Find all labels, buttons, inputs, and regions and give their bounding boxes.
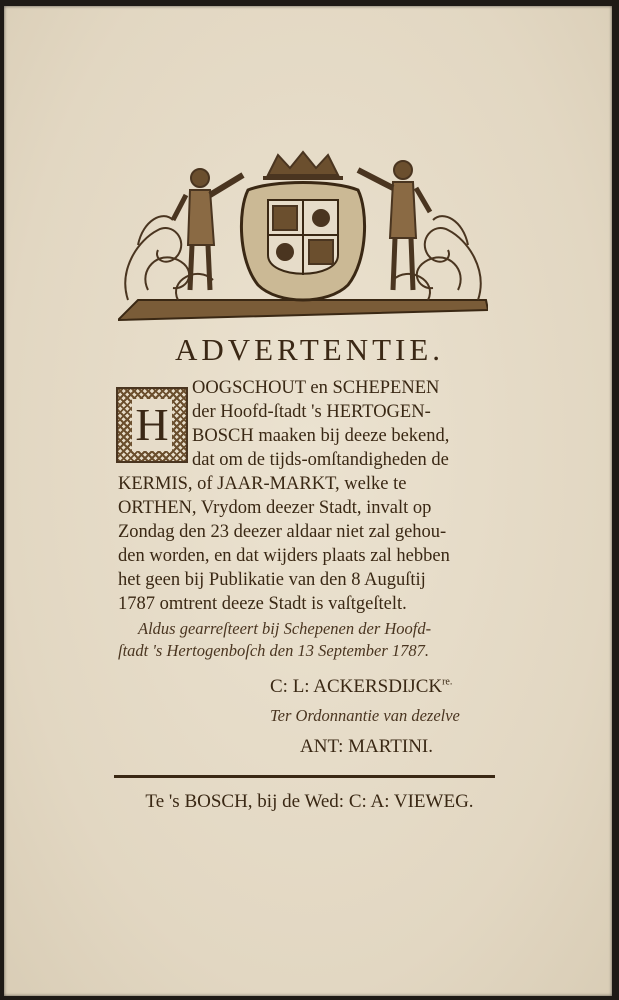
body-line: BOSCH maaken bij deeze bekend,	[192, 426, 450, 446]
closing-line: ſtadt 's Hertogenboſch den 13 September 1787.	[118, 641, 430, 660]
body-line: der Hoofd-ſtadt 's HERTOGEN-	[192, 402, 431, 422]
document-title: ADVERTENTIE.	[174, 332, 445, 367]
decorated-initial	[116, 387, 188, 463]
body-line: 1787 omtrent deeze Stadt is vaſtgeſtelt.	[118, 594, 407, 614]
closing-line: Aldus gearreſteert bij Schepenen der Hoofd-	[138, 619, 432, 638]
coat-of-arms	[118, 150, 488, 325]
body-line: het geen bij Publikatie van den 8 Auguſtij	[118, 570, 426, 590]
body-line: KERMIS, of JAAR-MARKT, welke te	[118, 474, 407, 494]
printer-imprint: Te 's BOSCH, bij de Wed: C: A: VIEWEG.	[145, 791, 474, 812]
ordonnantie-line: Ter Ordonnantie van dezelve	[270, 706, 460, 725]
drop-cap-letter: H	[132, 399, 172, 451]
signature-name: C: L: ACKERSDIJCK	[270, 676, 443, 697]
body-line: OOGSCHOUT en SCHEPENEN	[192, 378, 440, 398]
signature-martini: ANT: MARTINI.	[300, 736, 434, 757]
body-line: Zondag den 23 deezer aldaar niet zal gehou-	[118, 522, 447, 542]
signature-ackersdijck	[270, 676, 452, 698]
divider-rule	[114, 775, 495, 778]
body-line: ORTHEN, Vrydom deezer Stadt, invalt op	[118, 498, 432, 518]
body-line: den worden, en dat wijders plaats zal hebben	[118, 546, 450, 566]
body-line: dat om de tijds-omſtandigheden de	[192, 450, 449, 470]
signature-suffix: re.	[442, 676, 453, 688]
